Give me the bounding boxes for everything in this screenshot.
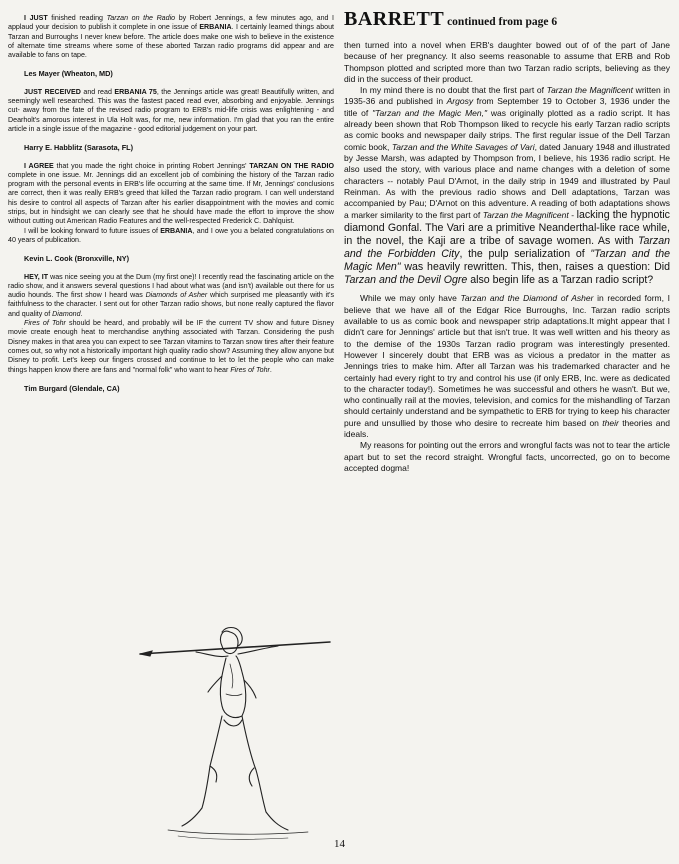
letter-3-closing: I will be looking forward to future issues of ERBANIA, and I owe you a belated congratulations on 40 years of publication. — [8, 226, 334, 244]
tarzan-spear-sketch-icon — [138, 624, 332, 844]
article-para-3: While we may only have Tarzan and the Diamond of Asher in recorded form, I believe that we have all of the Edgar Rice Burroughs, Inc. Tarzan radio scripts available to us as comic book and newspaper strip adaptations.It might appear that I didn't care for Jennings' article but that isn't true. It was well written and his theory as to the demise of the 1930s Tarzan radio program was interestingly presented. However I sincerely doubt that ERB was as vicious a predator in the matter as Jennings tries to make him. After all Tarzan was his trademarked character and he certainly had every right to try and control his use (if only ERB, Inc. were as dedicated to the character today!). Sometimes he was successful and others he wasn't. But we, who continually rail at the movies, television, and comics for the mishandling of Tarzan should certainly understand and be sympathetic to ERB for trying to keep his character pure and unsullied by those who desire to recreate him based on their theories and ideals. — [344, 293, 671, 440]
article-headline — [344, 8, 670, 36]
author-harry-habblitz: Harry E. Habblitz (Sarasota, FL) — [24, 143, 134, 153]
article-para-1: then turned into a novel when ERB's daughter bowed out of of the part of Jane because of her pregnancy. It also seems reasonable to assume that ERB and Rob Thompson plotted and scripted more than two Tarzan radio scripts, believing as they did in the success of their product. — [344, 40, 670, 84]
letters-column — [8, 14, 334, 402]
letter-4: HEY, IT was nice seeing you at the Dum (my first one)! I recently read the fascinating article on the radio show, and it answers several questions I had about what was (and isn't) available out there for us audio hounds. The first show I heard was Diamonds of Asher which surprised me pleasantly with it's faithfulness to the character. I sent out for other Tarzan radio shows, but none really captured the flavor and quality of Diamond. — [8, 272, 334, 318]
author-tim-burgard: Tim Burgard (Glendale, CA) — [24, 383, 120, 393]
letter-2: JUST RECEIVED and read ERBANIA 75, the Jennings article was great! Beautifully written, and seemingly well researched. This was the fastest paced read ever, absorbing and enjoyable. Jennings cut- away from the fate of the revised radio program to ERB's mid-life crisis was enlightening - and Dearholt's amorous interest in Ula Holt was, for me, new information. I'm glad that you ran the entire article in a single issue of the magazine - good editorial judgement on your part. — [8, 87, 334, 133]
letter-1: I JUST finished reading Tarzan on the Radio by Robert Jennings, a few minutes ago, and I applaud your decision to publish it complete in one issue of ERBANIA. I certainly learned things about Tarzan and Burroughs I never knew before. The article does make one wish to believe in the existence of alternate time streams where some of these aborted Tarzan radio programs did appear and are available to fans on tape. — [8, 14, 335, 60]
letter-4-cont: Fires of Tohr should be heard, and probably will be IF the current TV show and future Disney movie create enough heat to merchandise anything associated with Tarzan. Considering the push Disney makes in that area you can expect to see Tarzan vitamins to Tarzan snow tires after their feature comes out, so why not a historically important high quality radio show? Assuming they allow anyone but Disney to profit. Let's keep our fingers crossed and continue to let to let the people who can make things happen know there are fans and "normal folk" who want to hear Fires of Tohr. — [8, 319, 334, 374]
article-para-4: My reasons for pointing out the errors and wrongful facts was not to tear the article apart but to set the record straight. Wrongful facts, uncorrected, go on to become accepted dogma! — [344, 440, 670, 473]
headline-continued: continued from page 6 — [444, 16, 558, 28]
article-para-2: In my mind there is no doubt that the first part of Tarzan the Magnificent written in 1935-36 and published in Argosy from September 19 to October 3, 1936 under the title of "Tarzan and the Magic Men," was originally plotted as a radio script. It has already been shown that Rob Thompson liked to recycle his early Tarzan radio scripts as comic books and newspaper daily strips. The first regular issue of the Dell Tarzan comic book, Tarzan and the White Savages of Vari, dated January 1948 and illustrated by Jesse Marsh, was adapted by Thompson from, I believe, his 1936 radio script. He also used the story, with various place and name changes with a deletion of some characters -- notably Paul D'Arnot, in the daily strip in 1949 and illustrated by Paul Reinman. As with the previous radio shows and Dell adaptations, Tarzan was accompanied by Pau; D'Arnot on this adventure. A reading of both adaptations shows a marker similarity to the first part of Tarzan the Magnificent - lacking the hypnotic diamond Gonfal. The Vari are a primitive Neanderthal-like race while, in the novel, the Kaji are a tribe of savage women. As with Tarzan and the Forbidden City, the pulp serialization of "Tarzan and the Magic Men" was heavily rewritten. This, then, raises a question: Did Tarzan and the Devil Ogre also begin life as a Tarzan radio script? — [344, 85, 671, 287]
author-kevin-cook: Kevin L. Cook (Bronxville, NY) — [24, 254, 130, 264]
author-les-mayer: Les Mayer (Wheaton, MD) — [24, 69, 113, 79]
headline-title: BARRETT — [344, 8, 445, 30]
letter-3: I AGREE that you made the right choice in printing Robert Jennings' TARZAN ON THE RADIO complete in one issue. Mr. Jennings did an excellent job of combining the history of the Tarzan radio program with the personal events in ERB's life occurring at the same time. If Mr, Jennings' conclusions are correct, then it was really ERB's greed that killed the Tarzan radio program. I can well understand his desire to control all aspects of Tarzan after his earlier disappointment with the movies and comic strips, but in hindsight we can clearly see that he should have made the effort to improve the show without cutting out American Radio Features and the well-respected Frederick C. Dahlquist. — [8, 161, 334, 226]
barrett-article-column — [344, 8, 671, 474]
page-number: 14 — [334, 838, 345, 850]
